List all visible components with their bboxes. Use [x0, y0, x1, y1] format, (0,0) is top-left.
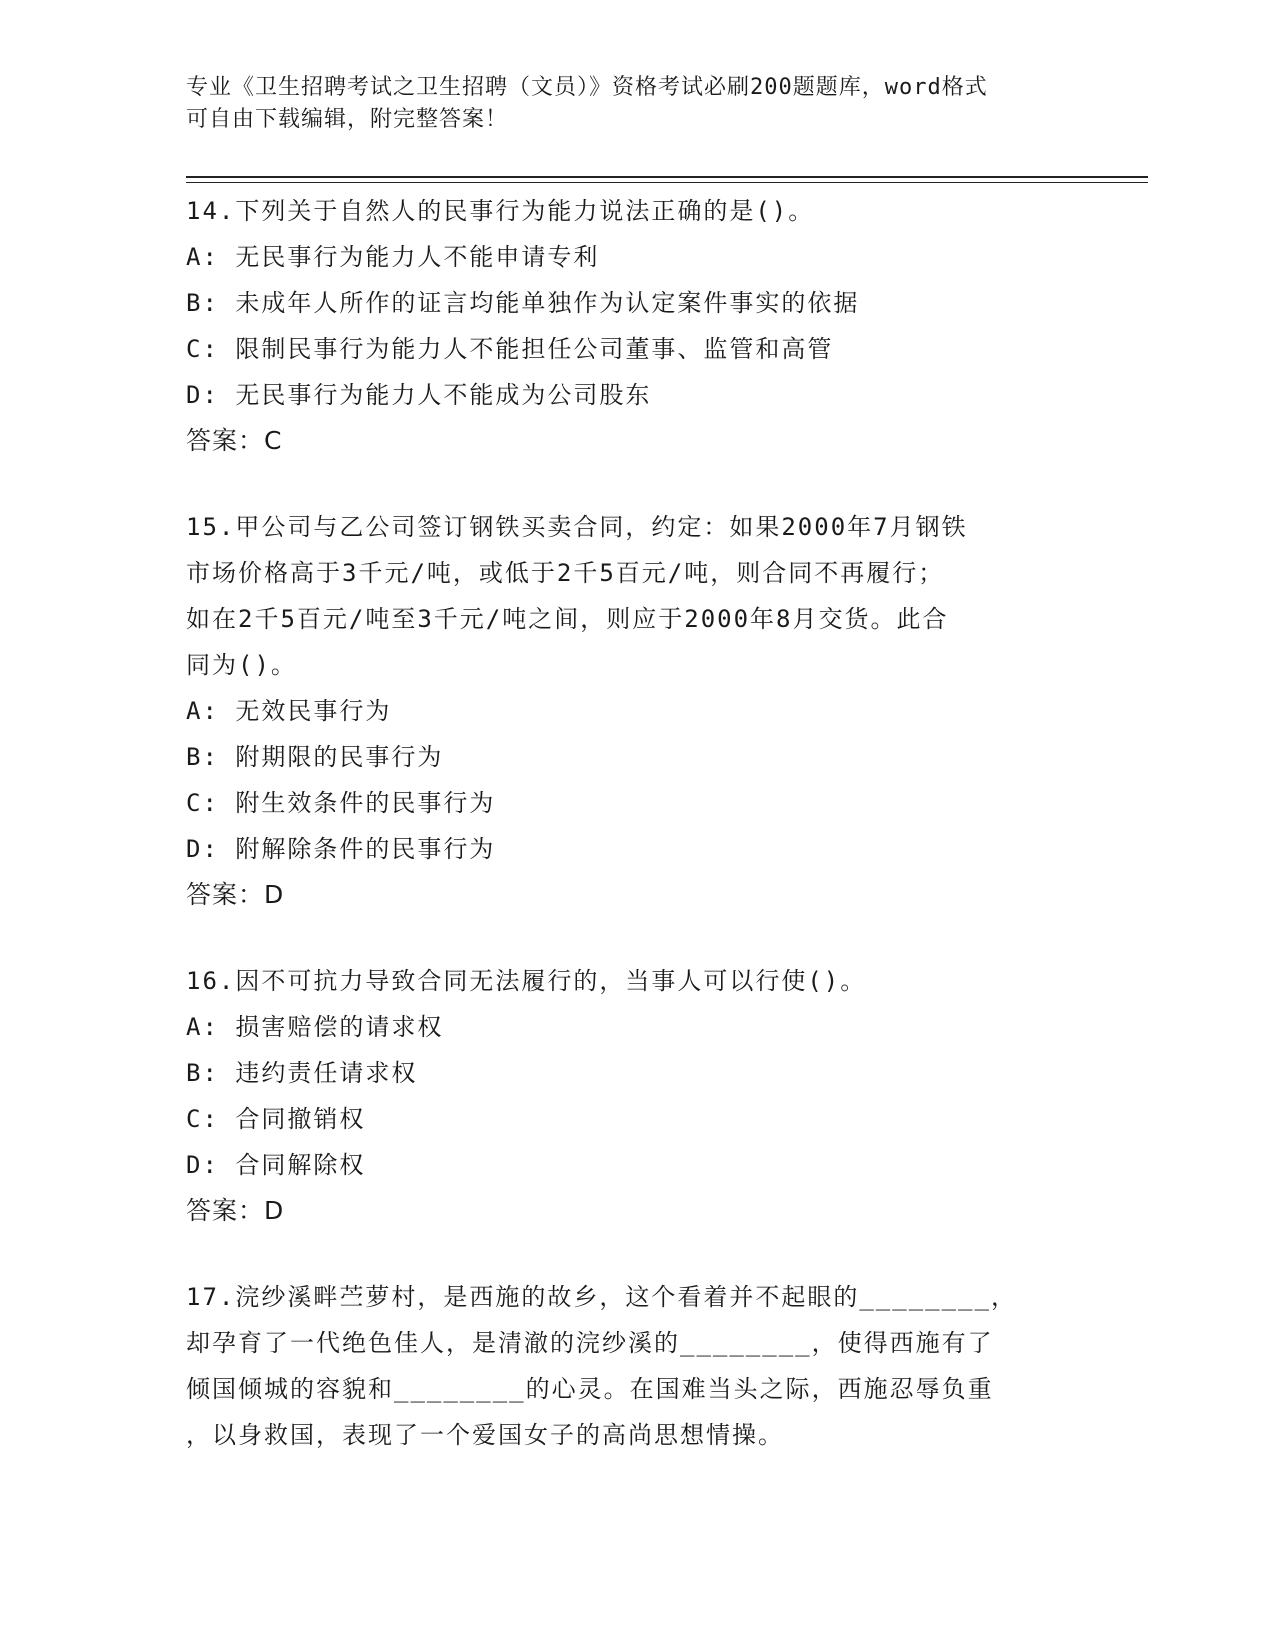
question-stem: 如在2千5百元/吨至3千元/吨之间，则应于2000年8月交货。此合: [186, 605, 949, 633]
question-14: [186, 188, 1086, 464]
option-b: B: 未成年人所作的证言均能单独作为认定案件事实的依据: [186, 289, 860, 317]
question-stem: 同为()。: [186, 651, 297, 679]
question-stem: ，以身救国，表现了一个爱国女子的高尚思想情操。: [186, 1421, 784, 1449]
option-c: C: 限制民事行为能力人不能担任公司董事、监管和高管: [186, 335, 834, 363]
document-header: [186, 72, 1066, 136]
option-c: C: 附生效条件的民事行为: [186, 789, 496, 817]
option-a: A: 无民事行为能力人不能申请专利: [186, 243, 600, 271]
option-d: D: 合同解除权: [186, 1151, 366, 1179]
question-16: [186, 958, 1086, 1234]
answer-label: 答案：C: [186, 426, 283, 455]
question-stem: 14.下列关于自然人的民事行为能力说法正确的是()。: [186, 197, 815, 225]
answer-label: 答案：D: [186, 1196, 285, 1225]
header-divider-thick: [186, 176, 1148, 178]
header-line-1: 专业《卫生招聘考试之卫生招聘（文员）》资格考试必刷200题题库，word格式: [186, 75, 988, 100]
question-stem: 市场价格高于3千元/吨，或低于2千5百元/吨，则合同不再履行；: [186, 559, 945, 587]
question-stem: 倾国倾城的容貌和________的心灵。在国难当头之际，西施忍辱负重: [186, 1375, 994, 1403]
question-list: [186, 188, 1086, 1498]
question-stem: 16.因不可抗力导致合同无法履行的，当事人可以行使()。: [186, 967, 867, 995]
option-b: B: 违约责任请求权: [186, 1059, 418, 1087]
option-b: B: 附期限的民事行为: [186, 743, 444, 771]
option-d: D: 附解除条件的民事行为: [186, 835, 496, 863]
question-17: [186, 1274, 1086, 1458]
option-d: D: 无民事行为能力人不能成为公司股东: [186, 381, 652, 409]
question-stem: 15.甲公司与乙公司签订钢铁买卖合同，约定：如果2000年7月钢铁: [186, 513, 968, 541]
option-a: A: 无效民事行为: [186, 697, 392, 725]
header-line-2: 可自由下载编辑，附完整答案！: [186, 107, 509, 132]
header-divider-thin: [186, 182, 1148, 183]
answer-label: 答案：D: [186, 880, 285, 909]
option-c: C: 合同撤销权: [186, 1105, 366, 1133]
question-stem: 却孕育了一代绝色佳人，是清澈的浣纱溪的________，使得西施有了: [186, 1329, 994, 1357]
option-a: A: 损害赔偿的请求权: [186, 1013, 444, 1041]
question-15: [186, 504, 1086, 918]
question-stem: 17.浣纱溪畔苎萝村，是西施的故乡，这个看着并不起眼的________，: [186, 1283, 1017, 1311]
